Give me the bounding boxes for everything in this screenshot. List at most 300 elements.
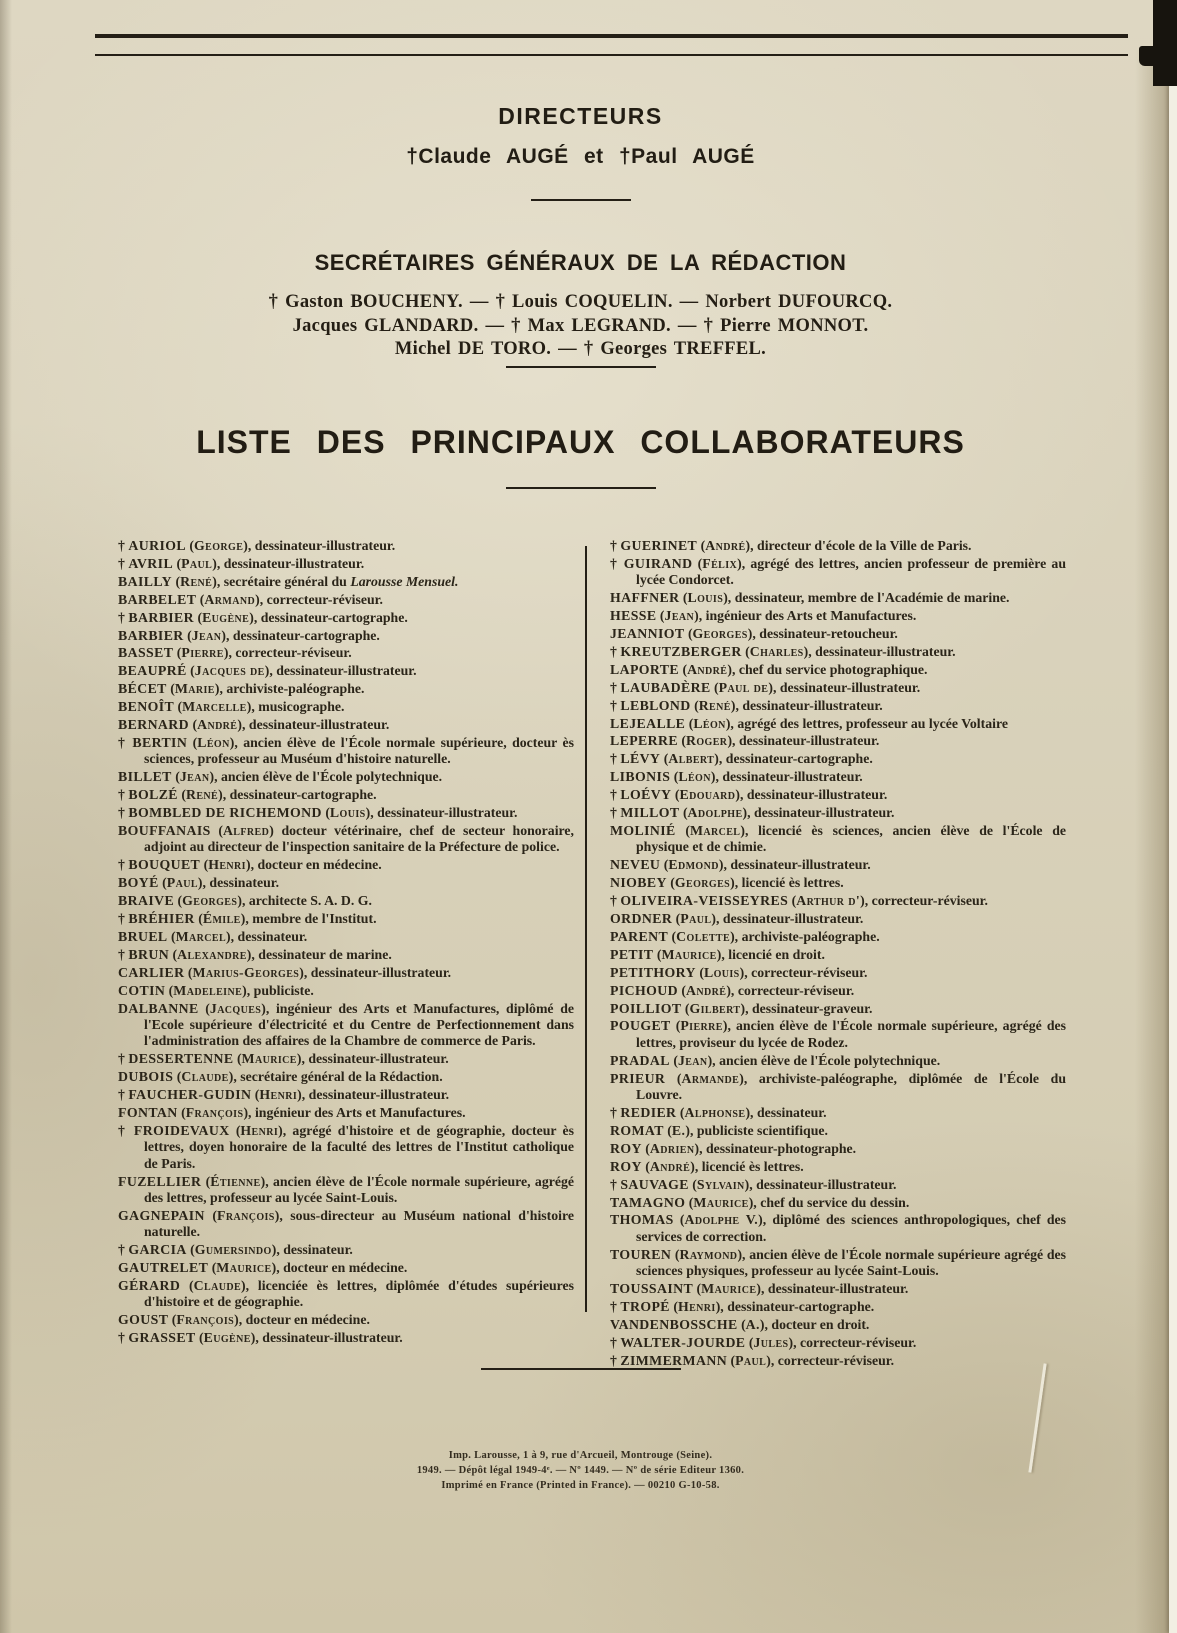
collaborator-entry: TOUREN (Raymond), ancien élève de l'École normale supérieure agrégé des sciences physiques, professeur au lycée Saint-Louis. [610,1246,1067,1279]
collaborator-surname: GAGNEPAIN [118,1207,205,1223]
collaborator-given-name: Louis [703,964,740,980]
collaborator-role-italic: Larousse Mensuel. [350,573,459,589]
collaborator-given-name: Georges [182,893,238,909]
top-double-rule [95,34,1128,56]
dagger-mark: † [118,1051,129,1067]
collaborator-given-name: André [686,982,727,998]
collaborator-entry: ROY (André), licencié ès lettres. [610,1158,804,1174]
collaborator-given-name: Jules [753,1334,789,1350]
collaborator-role: , dessinateur-retoucheur. [752,626,898,642]
collaborator-given-name: Pierre [181,645,224,661]
collaborator-given-name: Eugène [202,609,250,625]
collaborator-surname: VANDENBOSSCHE [610,1316,738,1332]
collaborator-role: , dessinateur-cartographe. [718,751,873,767]
collaborator-surname: PETITHORY [610,964,696,980]
collaborator-entry: BOUFFANAIS (Alfred) docteur vétérinaire, chef de secteur honoraire, adjoint au directeur de l'inspection sanitaire de la Préfecture de police. [118,823,574,855]
collaborator-role: , correcteur-réviseur. [770,1352,895,1368]
collaborator-given-name: Henri [259,1087,298,1103]
imprint-line: Imprimé en France (Printed in France). — 00210 G-10-58. [441,1480,720,1491]
collaborator-given-name: Madeleine [173,982,243,998]
collaborator-surname: DESSERTENNE [128,1051,234,1067]
collaborator-role: , dessinateur-illustrateur. [761,1281,909,1297]
secretaries-line: Michel DE TORO. — † Georges TREFFEL. [394,339,767,359]
collaborator-entry: † ZIMMERMANN (Paul), correcteur-réviseur. [610,1352,895,1368]
collaborator-role: , dessinateur-cartographe. [720,1298,875,1314]
collaborator-role: , dessinateur-illustrateur. [772,679,921,695]
directors-heading: DIRECTEURS [498,103,663,129]
collaborator-entry: BEAUPRÉ (Jacques de), dessinateur-illustrateur. [118,663,417,679]
collaborator-role: , dessinateur, membre de l'Académie de marine. [727,590,1010,606]
collaborator-role: , licencié en droit. [721,946,825,962]
collaborator-given-name: Henri [240,1122,279,1138]
collaborator-entry: VANDENBOSSCHE (A.), docteur en droit. [610,1316,870,1332]
imprint-line: 1949. — Dépôt légal 1949-4ᵉ. — Nº 1449. — Nº de série Editeur 1360. [416,1465,745,1476]
collaborator-entry: † AVRIL (Paul), dessinateur-illustrateur. [118,555,365,571]
column-separator-rule [585,546,587,1312]
collaborator-role: , docteur en médecine. [238,1312,370,1328]
collaborator-role: , agrégé des lettres, ancien professeur de première au lycée Condorcet. [636,555,1066,588]
collaborator-given-name: Colette [676,928,731,944]
collaborator-role: , dessinateur-illustrateur. [808,643,956,659]
collaborator-entry: PRADAL (Jean), ancien élève de l'École polytechnique. [610,1052,941,1068]
collaborator-entry: GOUST (François), docteur en médecine. [118,1312,370,1328]
collaborator-entry: BOYÉ (Paul), dessinateur. [118,875,280,891]
collaborator-entry: POUGET (Pierre), ancien élève de l'École normale supérieure, agrégé des lettres, proviseur du lycée de Rodez. [610,1018,1067,1050]
collaborator-surname: PRADAL [610,1052,670,1068]
collaborator-role: , musicographe. [251,699,345,715]
collaborator-given-name: Georges [692,626,748,642]
collaborator-surname: BOUFFANAIS [118,823,211,838]
collaborator-role: , chef du service du dessin. [753,1194,910,1210]
collaborator-surname: PICHOUD [610,982,678,998]
collaborator-given-name: Marcelle [182,699,247,715]
collaborator-given-name: Claude [181,1069,229,1085]
collaborator-role: , dessinateur-illustrateur. [732,733,880,749]
collaborator-role: , correcteur-réviseur. [744,964,868,980]
collaborator-entry: † AURIOL (George), dessinateur-illustrateur. [118,538,396,553]
collaborator-given-name: Léon [678,769,711,785]
collaborator-given-name: François [176,1312,235,1328]
section-divider [0,1368,1161,1370]
collaborator-surname: HESSE [610,608,657,624]
collaborator-role: , dessinateur-illustrateur. [247,538,396,553]
dagger-mark: † [610,805,621,821]
collaborator-given-name: Jean [179,769,210,785]
collaborator-role: , docteur en droit. [764,1316,870,1332]
secretaries-names [0,291,1161,362]
collaborator-surname: FROIDEVAUX [133,1122,230,1138]
collaborator-entry: † BOMBLED DE RICHEMOND (Louis), dessinateur-illustrateur. [118,805,518,821]
collaborator-entry: PETIT (Maurice), licencié en droit. [610,946,825,962]
collaborator-role: , dessinateur-illustrateur. [255,1330,403,1346]
dagger-mark: † [118,734,133,750]
collaborator-surname: BAILLY [118,573,173,589]
collaborator-entry: CARLIER (Marius-Georges), dessinateur-illustrateur. [118,964,452,980]
collaborator-entry: COTIN (Madeleine), publiciste. [118,982,314,998]
collaborator-given-name: André [705,538,746,553]
collaborator-entry: HESSE (Jean), ingénieur des Arts et Manufactures. [610,608,917,624]
secretaries-line: Jacques GLANDARD. — † Max LEGRAND. — † Pierre MONNOT. [292,315,869,336]
collaborator-surname: GAUTRELET [118,1260,209,1276]
collaborator-given-name: Paul de [718,679,769,695]
scan-corner-black [1153,0,1177,86]
collaborator-role: , licencié ès lettres. [734,875,844,891]
collaborator-entry: † OLIVEIRA-VEISSEYRES (Arthur d'), correcteur-réviseur. [610,893,988,909]
collaborator-surname: PARENT [610,928,669,944]
collaborator-surname: BENOÎT [118,699,175,715]
collaborator-entry: † FROIDEVAUX (Henri), agrégé d'histoire et de géographie, docteur ès lettres, doyen honoraire de la faculté des lettres de l'Institut catholique de Paris. [118,1122,575,1171]
collaborator-surname: ROMAT [610,1122,664,1138]
dagger-mark: † [118,805,129,821]
collaborator-surname: PRIEUR [610,1070,666,1086]
dagger-mark: † [118,555,129,571]
collaborator-entry: LAPORTE (André), chef du service photographique. [610,661,928,677]
dagger-mark: † [610,787,621,803]
collaborator-entry: † TROPÉ (Henri), dessinateur-cartographe. [610,1298,875,1314]
collaborator-given-name: George [194,538,244,553]
collaborator-role: , ancien élève de l'École normale supérieure, docteur ès sciences, professeur au Muséum d'histoire naturelle. [144,734,574,767]
collaborator-entry: BASSET (Pierre), correcteur-réviseur. [118,645,352,661]
collaborator-given-name: Edouard [679,787,736,803]
collaborator-entry: NIOBEY (Georges), licencié ès lettres. [610,875,844,891]
collaborator-role: , dessinateur-illustrateur. [715,769,863,785]
collaborator-role: , correcteur-réviseur. [730,982,855,998]
collaborator-entry: † BRÉHIER (Émile), membre de l'Institut. [118,911,377,927]
collaborator-surname: ZIMMERMANN [620,1352,728,1368]
collaborator-given-name: René [185,787,219,803]
collaborator-surname: CARLIER [118,964,185,980]
collaborator-entry: DUBOIS (Claude), secrétaire général de la Rédaction. [118,1069,443,1085]
collaborator-given-name: Maurice [216,1260,272,1276]
collaborator-surname: ORDNER [610,911,673,927]
collaborator-given-name: Gilbert [689,1000,741,1016]
collaborator-role: , dessinateur-illustrateur. [242,717,390,733]
collaborator-surname: BARBIER [128,609,195,625]
collaborator-given-name: André [649,1158,691,1174]
collaborator-surname: NEVEU [610,857,661,873]
page-right-edge-highlight [1169,84,1177,1633]
collaborators-column-left [118,538,575,1346]
collaborator-given-name: Louis [687,590,724,606]
collaborator-surname: HAFFNER [610,590,680,606]
collaborator-surname: AVRIL [128,555,174,571]
collaborator-surname: BRAIVE [118,893,175,909]
collaborator-surname: LOÉVY [620,787,672,803]
collaborators-list-title: LISTE DES PRINCIPAUX COLLABORATEURS [196,424,965,460]
collaborator-given-name: Paul [735,1352,767,1368]
collaborator-entry: GAGNEPAIN (François), sous-directeur au Muséum national d'histoire naturelle. [118,1207,574,1240]
collaborator-role: , membre de l'Institut. [245,911,377,927]
collaborator-entry: LEJEALLE (Léon), agrégé des lettres, professeur au lycée Voltaire [610,715,1008,731]
collaborator-entry: PARENT (Colette), archiviste-paléographe. [610,928,880,944]
section-divider [0,199,1161,201]
dagger-mark: † [118,787,129,803]
collaborator-surname: PETIT [610,946,654,962]
collaborator-role: , ingénieur des Arts et Manufactures. [248,1105,466,1120]
collaborator-entry: BÉCET (Marie), archiviste-paléographe. [118,681,365,697]
collaborator-given-name: Eugène [203,1330,251,1346]
collaborator-entry: ORDNER (Paul), dessinateur-illustrateur. [610,911,864,927]
collaborator-given-name: René [180,573,213,589]
collaborator-entry: BENOÎT (Marcelle), musicographe. [118,699,345,715]
collaborator-role: , dessinateur-illustrateur. [303,964,452,980]
dagger-mark: † [118,538,129,553]
collaborator-given-name: Albert [668,751,715,767]
collaborator-given-name: Arthur d' [796,893,861,909]
collaborator-surname: BILLET [118,769,172,785]
dagger-mark: † [118,1122,134,1138]
collaborator-role: , ancien élève de l'École normale supérieure, agrégé des lettres, proviseur du lycée de Rodez. [636,1018,1067,1050]
collaborator-entry: DALBANNE (Jacques), ingénieur des Arts et Manufactures, diplômé de l'Ecole supérieure d'électricité et du Centre de Perfectionnement dans l'administration des affaires de la Chambre de commerce de Paris. [118,1000,574,1049]
collaborator-given-name: Marcel [689,823,741,838]
collaborator-given-name: Maurice [241,1051,297,1067]
collaborator-given-name: Alexandre [177,946,247,962]
collaborators-column-right [610,538,1067,1368]
collaborator-entry: TOUSSAINT (Maurice), dessinateur-illustrateur. [610,1281,909,1297]
collaborator-role: , dessinateur-illustrateur. [370,805,518,821]
collaborator-entry: GÉRARD (Claude), licenciée ès lettres, diplômée d'études supérieures d'histoire et de géographie. [118,1278,574,1310]
collaborator-surname: TROPÉ [620,1298,670,1314]
collaborator-role: , correcteur-réviseur. [793,1334,917,1350]
collaborator-entry: GAUTRELET (Maurice), docteur en médecine. [118,1260,408,1276]
collaborator-role: , dessinateur. [276,1242,353,1258]
collaborator-entry: BERNARD (André), dessinateur-illustrateur. [118,717,390,733]
collaborator-surname: LAUBADÈRE [620,679,711,695]
collaborator-surname: LEJEALLE [610,715,686,731]
collaborator-surname: ROY [610,1140,642,1156]
collaborator-given-name: François [185,1105,244,1120]
collaborator-role: , dessinateur-illustrateur. [735,697,883,713]
collaborator-entry: † FAUCHER-GUDIN (Henri), dessinateur-illustrateur. [118,1087,450,1103]
collaborator-role: , publiciste scientifique. [689,1122,828,1138]
collaborator-surname: LEPERRE [610,733,678,749]
collaborator-entry: POILLIOT (Gilbert), dessinateur-graveur. [610,1000,873,1016]
collaborator-role: , directeur d'école de la Ville de Paris. [750,538,972,553]
collaborator-given-name: Raymond [679,1246,738,1262]
collaborator-entry: BARBELET (Armand), correcteur-réviseur. [118,591,383,607]
collaborator-surname: MILLOT [620,805,680,821]
collaborator-given-name: Alfred [222,823,270,838]
collaborator-surname: LAPORTE [610,661,680,677]
collaborator-given-name: Paul [166,875,198,891]
collaborator-entry: † BRUN (Alexandre), dessinateur de marine. [118,946,392,962]
collaborator-surname: LÉVY [620,751,661,767]
dagger-mark: † [610,538,621,553]
collaborator-entry: † SAUVAGE (Sylvain), dessinateur-illustrateur. [610,1176,897,1192]
collaborator-surname: LIBONIS [610,769,671,785]
collaborator-given-name: Henri [677,1298,716,1314]
collaborator-role: , dessinateur-illustrateur. [269,663,417,679]
collaborator-role: , licencié ès sciences, ancien élève de l'École de physique et de chimie. [636,823,1066,855]
collaborator-entry: † MILLOT (Adolphe), dessinateur-illustrateur. [610,805,895,821]
collaborator-given-name: Armand [204,591,256,607]
dagger-mark: † [610,643,621,659]
collaborator-given-name: Claude [193,1278,242,1294]
collaborator-entry: HAFFNER (Louis), dessinateur, membre de l'Académie de marine. [610,590,1010,606]
collaborator-entry: † BOUQUET (Henri), docteur en médecine. [118,857,382,873]
collaborator-role: , secrétaire général de la Rédaction. [233,1069,443,1085]
collaborator-given-name: Jean [191,627,222,643]
collaborator-role: , ancien élève de l'École polytechnique. [712,1052,941,1068]
collaborator-given-name: André [197,717,238,733]
collaborator-given-name: Paul [181,555,213,571]
collaborator-role: , dessinateur-illustrateur. [716,911,864,927]
collaborator-surname: FONTAN [118,1105,178,1120]
collaborator-role: , dessinateur-illustrateur. [301,1087,450,1103]
collaborator-surname: GARCIA [128,1242,187,1258]
dagger-mark: † [610,1352,621,1368]
collaborator-given-name: A. [745,1316,760,1332]
collaborator-surname: POUGET [610,1018,671,1034]
collaborator-role: , dessinateur-cartographe. [253,609,408,625]
dagger-mark: † [610,555,624,571]
collaborator-surname: DALBANNE [118,1000,199,1016]
collaborator-surname: BRUEL [118,928,168,944]
dagger-mark: † [118,857,129,873]
collaborator-role: , ancien élève de l'École polytechnique. [214,769,443,785]
collaborator-surname: FUZELLIER [118,1173,202,1189]
page-left-edge-shadow [0,0,12,1633]
collaborator-surname: REDIER [620,1105,677,1120]
collaborator-surname: BOUQUET [128,857,201,873]
dagger-mark: † [118,946,129,962]
collaborator-surname: MOLINIÉ [610,823,676,838]
collaborator-role: , dessinateur-illustrateur. [749,1176,897,1192]
collaborator-given-name: Maurice [661,946,717,962]
collaborator-surname: KREUTZBERGER [620,643,742,659]
imprint-block [0,1448,1161,1493]
collaborator-entry: † LAUBADÈRE (Paul de), dessinateur-illustrateur. [610,679,921,695]
collaborator-surname: LEBLOND [620,697,691,713]
dagger-mark: † [610,697,621,713]
collaborator-given-name: Marie [174,681,215,697]
collaborator-surname: SAUVAGE [620,1176,689,1192]
collaborator-role: , docteur en médecine. [276,1260,408,1276]
collaborator-surname: GUIRAND [623,555,693,571]
collaborator-given-name: Pierre [680,1018,723,1034]
collaborator-surname: DUBOIS [118,1069,174,1085]
collaborator-role: , dessinateur-illustrateur. [747,805,895,821]
collaborator-role: , archiviste-paléographe, diplômée de l'École du Louvre. [636,1070,1066,1103]
collaborator-role: , archiviste-paléographe. [734,928,880,944]
dagger-mark: † [610,1298,621,1314]
dagger-mark: † [118,609,129,625]
collaborator-surname: BASSET [118,645,174,661]
directors-names: †Claude AUGÉ et †Paul AUGÉ [406,145,755,168]
collaborator-given-name: Sylvain [696,1176,745,1192]
collaborator-role: , correcteur-réviseur. [864,893,988,909]
collaborator-role: , publiciste. [246,982,314,998]
collaborator-given-name: Henri [208,857,246,873]
collaborator-entry: † LÉVY (Albert), dessinateur-cartographe. [610,751,873,767]
collaborator-entry: † DESSERTENNE (Maurice), dessinateur-illustrateur. [118,1051,449,1067]
collaborator-entry: † WALTER-JOURDE (Jules), correcteur-réviseur. [610,1334,917,1350]
collaborator-given-name: Adrien [649,1140,695,1156]
collaborator-given-name: Marius-Georges [192,964,300,980]
collaborator-role: , archiviste-paléographe. [219,681,365,697]
collaborator-role: , dessinateur-illustrateur. [739,787,888,803]
dagger-mark: † [610,1105,621,1120]
collaborator-entry: NEVEU (Edmond), dessinateur-illustrateur. [610,857,871,873]
collaborator-given-name: Jean [677,1052,708,1068]
collaborator-role: , docteur en médecine. [250,857,382,873]
section-divider [0,487,1161,489]
dagger-mark: † [610,893,621,909]
dagger-mark: † [610,1176,621,1192]
secretaries-line: † Gaston BOUCHENY. — † Louis COQUELIN. — Norbert DUFOURCQ. [268,292,893,312]
collaborator-surname: FAUCHER-GUDIN [128,1087,252,1103]
collaborator-given-name: Jacques [209,1000,262,1016]
collaborator-role: , ingénieur des Arts et Manufactures, diplômé de l'Ecole supérieure d'électricité et du Centre de Perfectionnement dans l'administration des affaires de la Chambre de commerce de Paris. [144,1000,574,1049]
imprint-line: Imp. Larousse, 1 à 9, rue d'Arcueil, Montrouge (Seine). [448,1450,713,1461]
collaborator-surname: OLIVEIRA-VEISSEYRES [620,893,789,909]
collaborator-surname: TOUREN [610,1246,672,1262]
page-right-edge-shadow [1135,50,1169,1633]
collaborator-entry: PRIEUR (Armande), archiviste-paléographe, diplômée de l'École du Louvre. [610,1070,1066,1103]
collaborator-role: , licencié ès lettres. [694,1158,804,1174]
collaborator-surname: BARBIER [118,627,184,643]
collaborator-entry: † BOLZÉ (René), dessinateur-cartographe. [118,787,377,803]
collaborator-entry: BAILLY (René), secrétaire général du Larousse Mensuel. [118,573,459,589]
collaborator-entry: † KREUTZBERGER (Charles), dessinateur-illustrateur. [610,643,956,659]
collaborator-surname: ROY [610,1158,642,1174]
collaborator-surname: GRASSET [128,1330,196,1346]
collaborator-role: , dessinateur-cartographe. [225,627,380,643]
collaborator-given-name: Maurice [693,1194,749,1210]
collaborator-surname: BOMBLED DE RICHEMOND [128,805,322,821]
collaborator-surname: BRUN [128,946,170,962]
dagger-mark: † [610,1334,621,1350]
collaborator-surname: BARBELET [118,591,197,607]
collaborator-given-name: Jacques de [194,663,265,679]
collaborator-entry: FUZELLIER (Étienne), ancien élève de l'École normale supérieure, agrégé des lettres, professeur au lycée Saint-Louis. [118,1173,574,1206]
collaborator-role: , licenciée ès lettres, diplômée d'études supérieures d'histoire et de géographie. [144,1278,574,1310]
collaborator-entry: † BARBIER (Eugène), dessinateur-cartographe. [118,609,408,625]
collaborator-surname: NIOBEY [610,875,667,891]
collaborator-entry: JEANNIOT (Georges), dessinateur-retoucheur. [610,626,898,642]
collaborator-given-name: Gumersindo [194,1242,272,1258]
dagger-mark: † [118,1242,129,1258]
collaborator-surname: GUERINET [620,538,698,553]
collaborator-given-name: Léon [693,715,726,731]
collaborator-surname: POILLIOT [610,1000,682,1016]
collaborator-given-name: Marcel [175,928,227,944]
collaborator-given-name: Adolphe [687,805,743,821]
collaborator-entry: † LOÉVY (Edouard), dessinateur-illustrateur. [610,787,888,803]
collaborator-given-name: Roger [686,733,728,749]
collaborator-role: , agrégé d'histoire et de géographie, docteur ès lettres, doyen honoraire de la faculté des lettres de l'Institut catholique de Paris. [144,1122,575,1171]
collaborator-surname: GÉRARD [118,1278,181,1294]
collaborator-role: , ingénieur des Arts et Manufactures. [698,608,917,624]
dagger-mark: † [118,911,129,927]
collaborator-role: , dessinateur. [750,1105,827,1120]
collaborator-surname: BERNARD [118,717,190,733]
collaborator-role: , secrétaire général du [216,573,351,589]
collaborator-entry: † LEBLOND (René), dessinateur-illustrateur. [610,697,883,713]
collaborator-surname: BOYÉ [118,875,159,891]
dagger-mark: † [118,1330,129,1346]
collaborator-surname: BÉCET [118,681,167,697]
collaborator-surname: AURIOL [128,538,186,553]
collaborator-entry: TAMAGNO (Maurice), chef du service du dessin. [610,1194,910,1210]
collaborator-role: , dessinateur. [230,928,308,944]
collaborator-surname: THOMAS [610,1212,674,1228]
collaborator-surname: GOUST [118,1312,169,1328]
collaborator-entry: LEPERRE (Roger), dessinateur-illustrateur. [610,733,880,749]
collaborator-entry: BRAIVE (Georges), architecte S. A. D. G. [118,893,372,909]
collaborator-surname: TAMAGNO [610,1194,686,1210]
collaborator-surname: COTIN [118,982,166,998]
